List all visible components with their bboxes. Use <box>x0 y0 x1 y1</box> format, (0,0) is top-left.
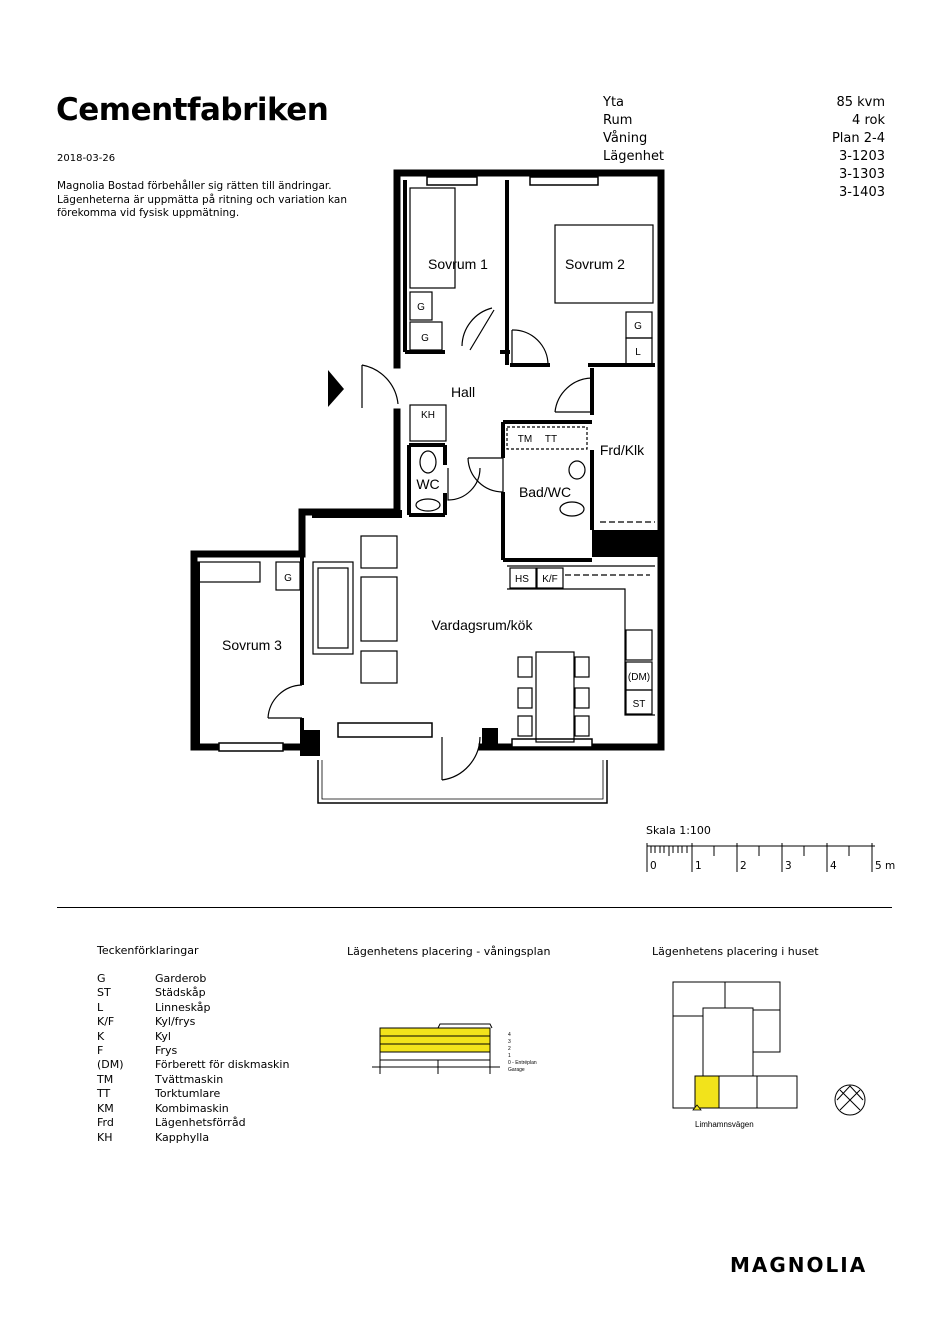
room-sovrum-3: Sovrum 3 <box>222 637 282 653</box>
legend-code: KH <box>97 1131 113 1144</box>
floor-level-2: 2 <box>508 1046 511 1052</box>
legend-text: Garderob <box>155 972 207 985</box>
room-wc: WC <box>416 476 440 492</box>
brand-logo: MAGNOLIA <box>730 1253 868 1277</box>
house-placement-diagram <box>665 978 885 1138</box>
legend-title: Teckenförklaringar <box>97 944 199 957</box>
page-title: Cementfabriken <box>56 92 329 128</box>
legend-item <box>97 986 206 1000</box>
legend-code: KM <box>97 1102 114 1115</box>
room-bad-wc: Bad/WC <box>518 484 572 500</box>
house-placement-title: Lägenhetens placering i huset <box>652 945 819 958</box>
room-sovrum-1: Sovrum 1 <box>428 256 488 272</box>
fixture-st: ST <box>632 699 646 710</box>
floor-level-4: 4 <box>508 1032 511 1038</box>
scale-mark-1: 1 <box>695 860 702 872</box>
legend-code: K/F <box>97 1015 115 1028</box>
info-value-floor: Plan 2-4 <box>831 131 885 146</box>
fixture-dm: (DM) <box>627 672 651 683</box>
scale-mark-5: 5 m <box>875 860 896 872</box>
fixture-hs: HS <box>515 574 529 585</box>
legend-text: Lägenhetsförråd <box>155 1116 246 1129</box>
info-value-rooms: 4 rok <box>852 113 885 128</box>
legend-item <box>97 1102 229 1116</box>
legend-text: Kapphylla <box>155 1131 210 1144</box>
legend-item <box>97 1058 289 1072</box>
info-value-apartment-3: 3-1403 <box>838 185 885 200</box>
legend-text: Kombimaskin <box>155 1102 229 1115</box>
legend-text: Frys <box>155 1044 178 1057</box>
info-value-area: 85 kvm <box>836 95 885 110</box>
legend-code: G <box>97 972 106 985</box>
legend-text: Städskåp <box>155 986 206 999</box>
scale-mark-3: 3 <box>785 860 792 872</box>
legend-code: TM <box>97 1073 114 1086</box>
fixture-g-sovrum2: G <box>634 321 642 332</box>
legend-item <box>97 1087 220 1101</box>
scale-mark-0: 0 <box>650 860 657 872</box>
legend-text: Förberett för diskmaskin <box>155 1058 290 1071</box>
divider <box>57 907 892 908</box>
room-frd-klk: Frd/Klk <box>599 442 645 458</box>
legend-item <box>97 1015 195 1029</box>
legend-code: TT <box>97 1087 111 1100</box>
compass-icon <box>835 1085 865 1115</box>
legend-text: Kyl/frys <box>155 1015 196 1028</box>
info-label-apartment: Lägenhet <box>603 149 665 164</box>
fixture-tt: TT <box>544 434 558 445</box>
legend-item <box>97 1001 211 1015</box>
info-label-area: Yta <box>603 95 625 110</box>
doors <box>268 308 592 780</box>
scale-mark-2: 2 <box>740 860 747 872</box>
disclaimer-text: Magnolia Bostad förbehåller sig rätten till ändringar. Lägenheterna är uppmätta på ritning och variation kan förekomma vid fysisk uppmätning. <box>57 180 348 219</box>
legend-item <box>97 1030 171 1044</box>
floor-placement-diagram <box>370 1020 560 1080</box>
street-label: Limhamnsvägen <box>695 1120 754 1129</box>
fixture-tm: TM <box>517 434 533 445</box>
room-vardagsrum-kok: Vardagsrum/kök <box>431 617 533 633</box>
beds <box>198 188 653 582</box>
legend-code: (DM) <box>97 1058 124 1071</box>
legend-item <box>97 1131 209 1145</box>
floor-level-0: 0 - Entréplan <box>508 1060 537 1066</box>
fixture-g-sovrum3: G <box>284 573 292 584</box>
legend-text: Kyl <box>155 1030 171 1043</box>
scale-bar <box>640 840 890 880</box>
legend-code: ST <box>97 986 111 999</box>
info-value-apartment-1: 3-1203 <box>838 149 885 164</box>
floor-level-garage: Garage <box>508 1067 525 1073</box>
fixture-kh: KH <box>421 410 435 421</box>
legend-code: F <box>97 1044 104 1057</box>
room-hall: Hall <box>450 384 476 400</box>
legend-item <box>97 1073 223 1087</box>
legend-item <box>97 1116 246 1130</box>
legend-code: K <box>97 1030 105 1043</box>
legend-code: Frd <box>97 1116 114 1129</box>
info-value-apartment-2: 3-1303 <box>838 167 885 182</box>
fixture-g-sovrum1: G <box>417 302 425 313</box>
fixture-l: L <box>635 347 641 358</box>
room-sovrum-2: Sovrum 2 <box>565 256 625 272</box>
floor-level-3: 3 <box>508 1039 511 1045</box>
legend-code: L <box>97 1001 104 1014</box>
legend-item <box>97 972 206 986</box>
living-furniture <box>313 536 589 742</box>
legend-text: Tvättmaskin <box>155 1073 224 1086</box>
floor-level-1: 1 <box>508 1053 511 1059</box>
fixture-g-hall: G <box>421 333 429 344</box>
document-date: 2018-03-26 <box>57 153 116 164</box>
info-label-rooms: Rum <box>603 113 633 128</box>
floor-placement-title: Lägenhetens placering - våningsplan <box>347 945 551 958</box>
legend-text: Torktumlare <box>155 1087 221 1100</box>
legend-item <box>97 1044 177 1058</box>
legend-text: Linneskåp <box>155 1001 211 1014</box>
info-label-floor: Våning <box>603 131 648 146</box>
scale-mark-4: 4 <box>830 860 837 872</box>
scale-title: Skala 1:100 <box>646 824 711 837</box>
fixture-kf: K/F <box>542 574 558 585</box>
